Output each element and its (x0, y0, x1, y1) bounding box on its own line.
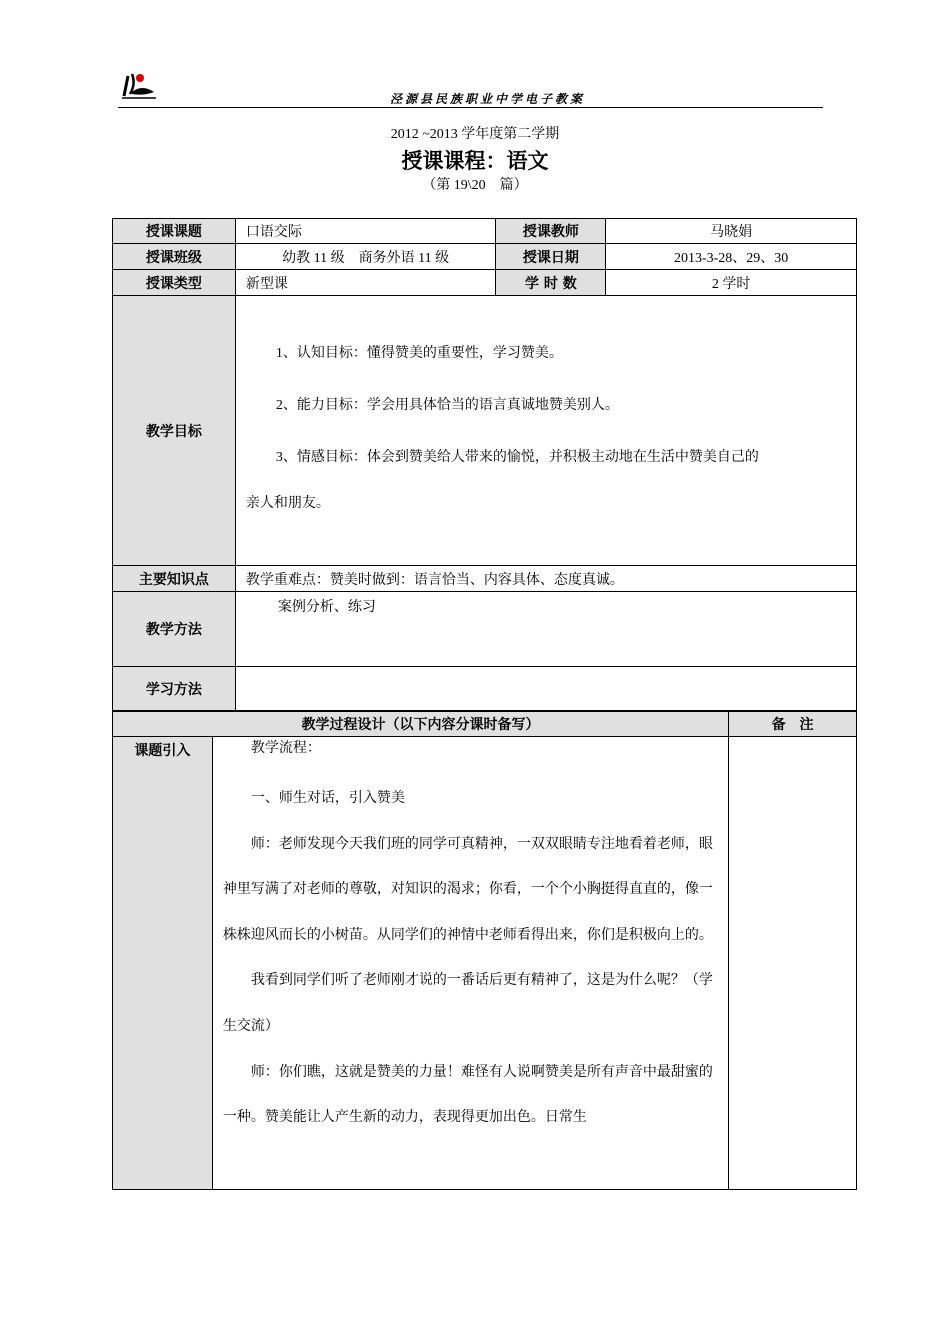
class-value: 幼教 11 级 商务外语 11 级 (235, 244, 496, 270)
school-name: 泾源县民族职业中学电子教案 (390, 92, 586, 106)
process-header: 教学过程设计（以下内容分课时备写） (113, 712, 729, 737)
type-label: 授课类型 (113, 270, 236, 296)
objectives-label: 教学目标 (113, 296, 236, 566)
lesson-info-table (112, 218, 857, 711)
process-paragraph: 师：老师发现今天我们班的同学可真精神，一双双眼睛专注地看着老师，眼神里写满了对老师的尊敬，对知识的渴求；你看，一个个小胸挺得直直的，像一株株迎风而长的小树苗。从同学们的神情中老师看得出来，你们是积极向上的。 (222, 836, 713, 943)
process-table (112, 711, 857, 1190)
process-content (212, 737, 728, 1190)
teacher-label: 授课教师 (496, 219, 606, 244)
date-value: 2013-3-28、29、30 (606, 244, 857, 270)
objective-item: 2、能力目标：学会用具体恰当的语言真诚地赞美别人。 (275, 398, 619, 413)
teacher-value: 马晓娟 (606, 219, 857, 244)
objective-continuation: 亲人和朋友。 (245, 496, 330, 511)
date-label: 授课日期 (496, 244, 606, 270)
key-points-value: 教学重难点：赞美时做到：语言恰当、内容具体、态度真诚。 (235, 566, 856, 592)
objective-item: 3、情感目标：体会到赞美给人带来的愉悦，并积极主动地在生活中赞美自己的 (275, 450, 759, 465)
process-paragraph: 师：你们瞧，这就是赞美的力量！难怪有人说啊赞美是所有声音中最甜蜜的一种。赞美能让人产生新的动力，表现得更加出色。日常生 (222, 1064, 713, 1126)
course-title: 授课课程：语文 (401, 149, 549, 173)
school-logo (118, 70, 158, 104)
section-number: （第 19\20 篇） (422, 178, 528, 193)
type-value: 新型课 (235, 270, 496, 296)
remark-header: 备 注 (729, 712, 857, 737)
process-paragraph: 一、师生对话，引入赞美 (250, 791, 405, 806)
teach-method-label: 教学方法 (113, 592, 236, 667)
header-rule (118, 107, 823, 108)
objectives-content (235, 296, 856, 566)
topic-label: 授课课题 (113, 219, 236, 244)
topic-value: 口语交际 (235, 219, 496, 244)
term-line: 2012 ~2013 学年度第二学期 (390, 127, 560, 142)
class-label: 授课班级 (113, 244, 236, 270)
process-paragraph: 我看到同学们听了老师刚才说的一番话后更有精神了，这是为什么呢？（学生交流） (222, 973, 713, 1034)
hours-value: 2 学时 (606, 270, 857, 296)
study-method-value (235, 667, 856, 711)
study-method-label: 学习方法 (113, 667, 236, 711)
hours-label: 学 时 数 (496, 270, 606, 296)
objective-item: 1、认知目标：懂得赞美的重要性，学习赞美。 (275, 346, 563, 361)
process-paragraph: 教学流程： (250, 741, 321, 756)
teach-method-value: 案例分析、练习 (235, 592, 856, 667)
key-points-label: 主要知识点 (113, 566, 236, 592)
intro-label: 课题引入 (113, 737, 213, 1190)
remark-cell (729, 737, 857, 1190)
